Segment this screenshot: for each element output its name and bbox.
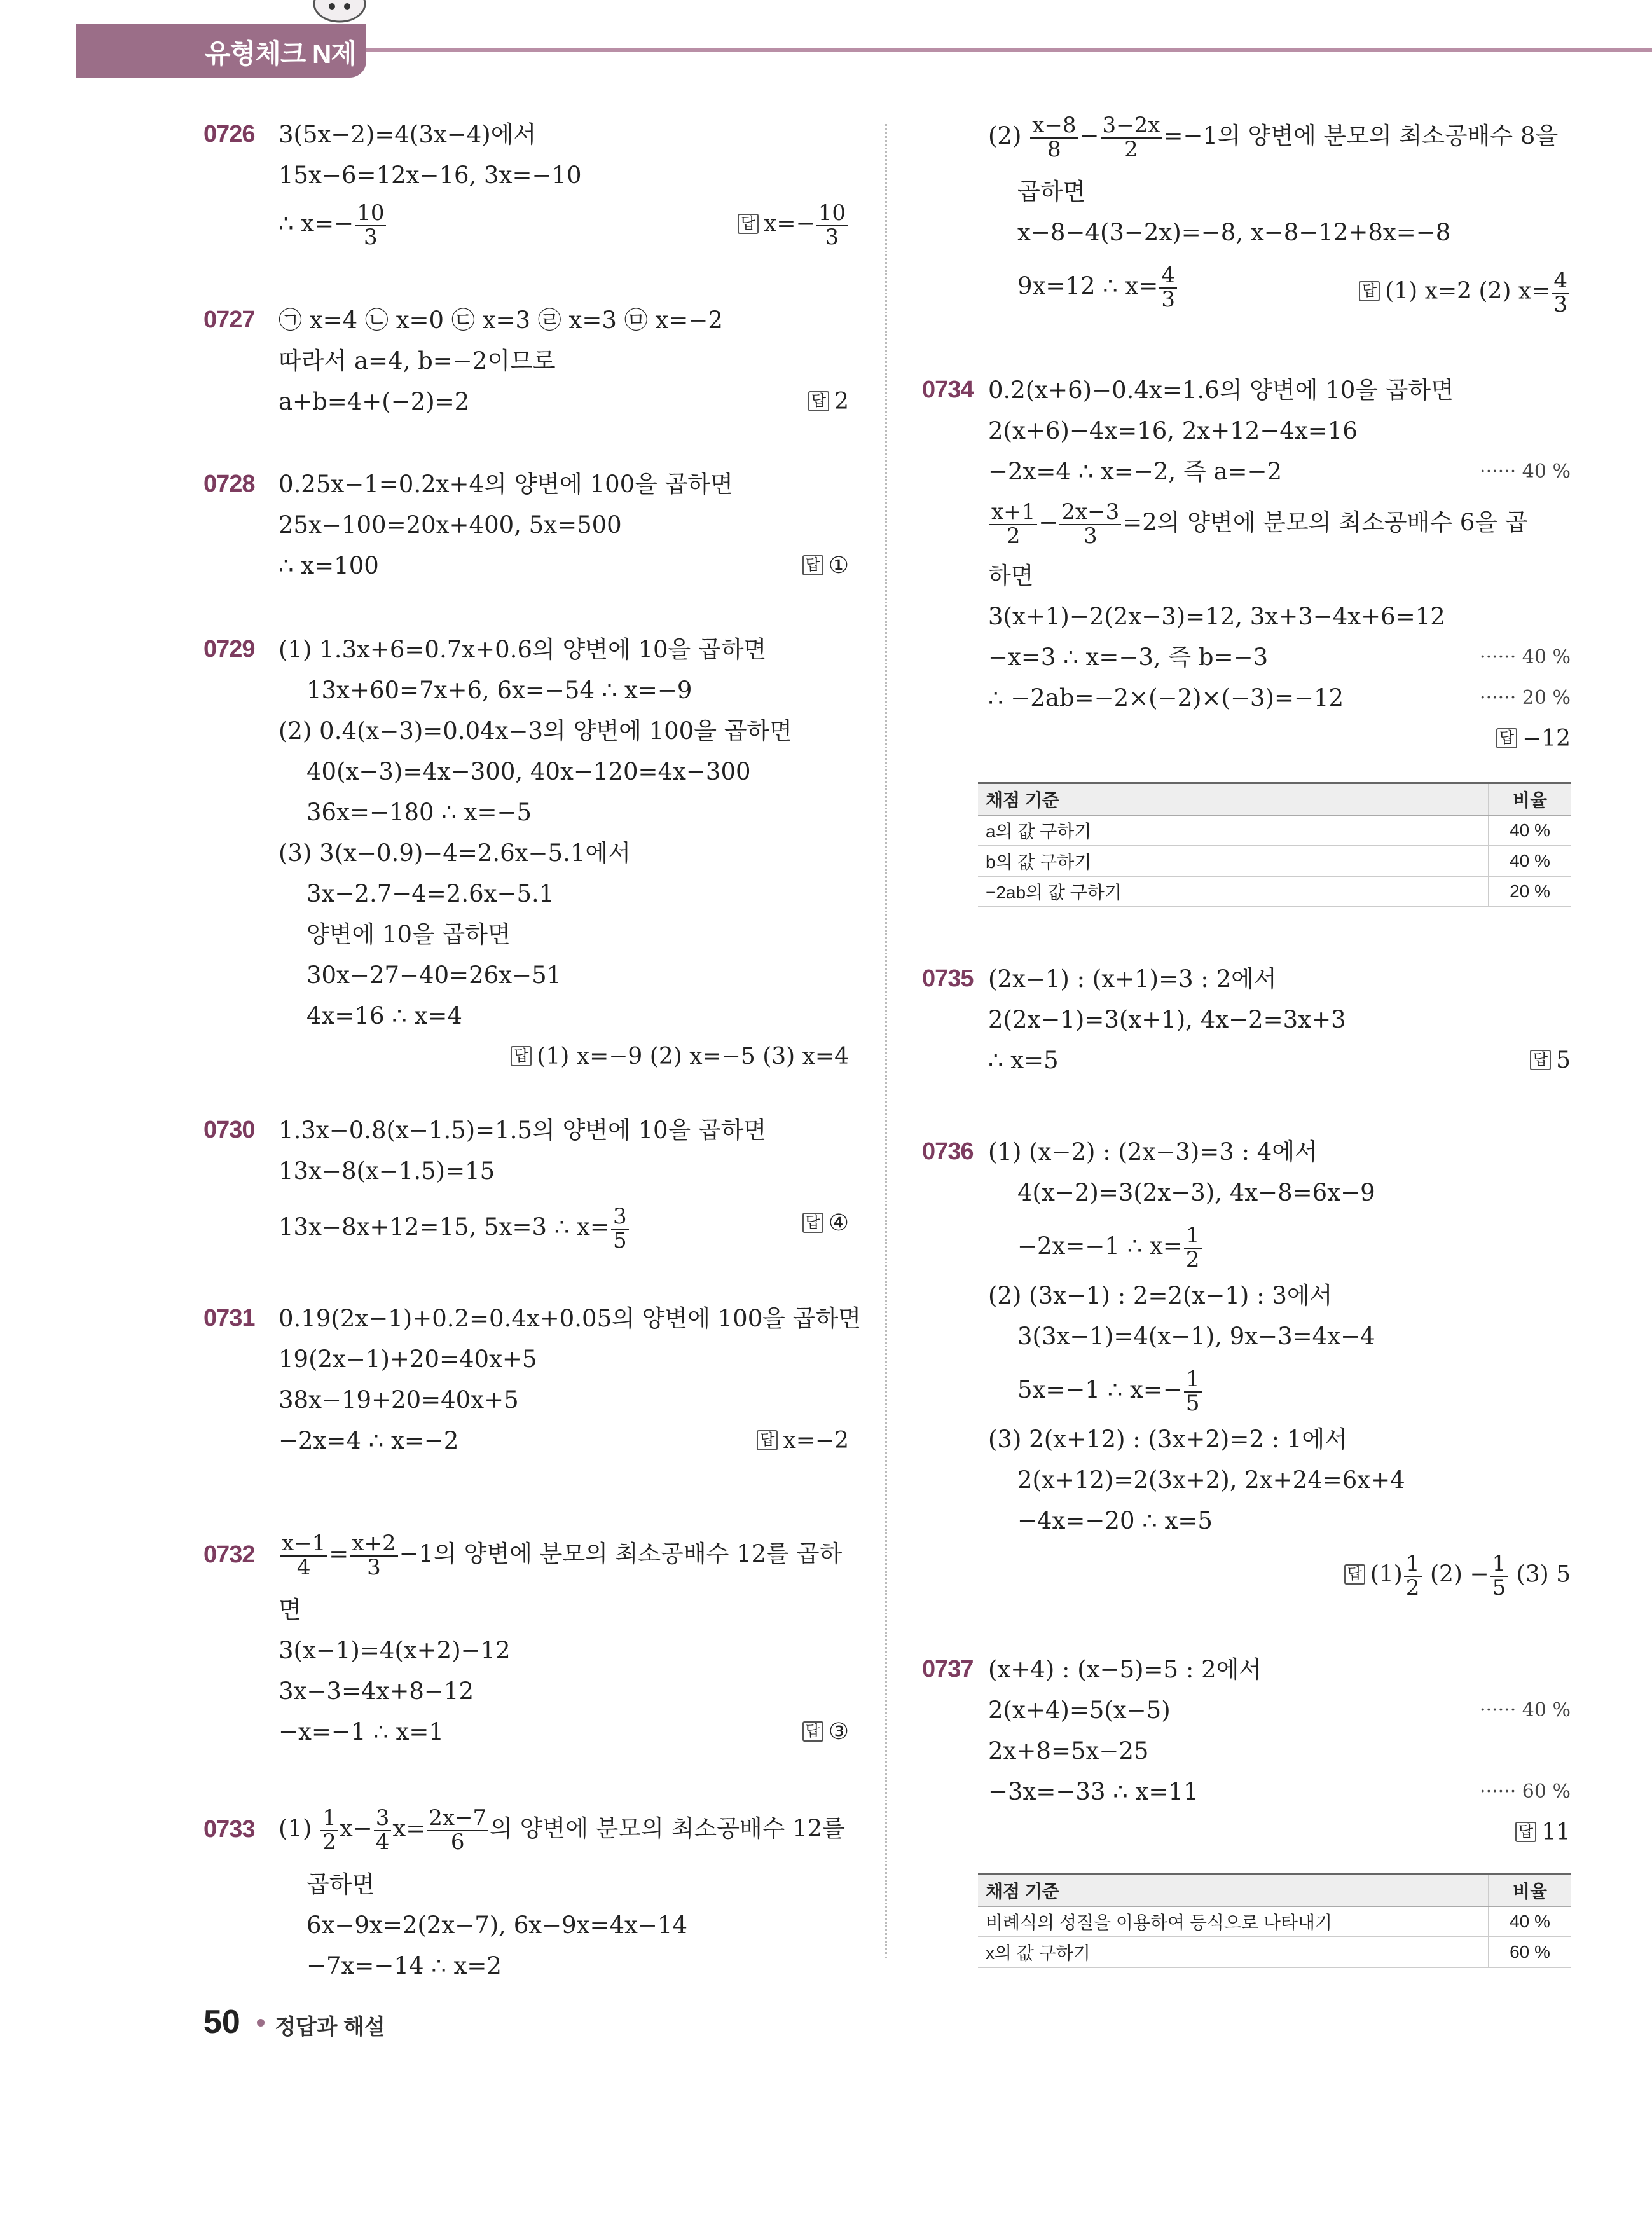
fraction: $\frac{x+2}{3}$ xyxy=(350,1532,397,1579)
table-row xyxy=(978,815,1571,846)
problem-number: 0728 xyxy=(203,471,255,497)
solution-line: 19(2x−1)+20=40x+5 xyxy=(279,1346,537,1373)
solution-line: (2) (3x−1) : 2=2(x−1) : 3에서 xyxy=(988,1282,1333,1309)
answer-mark: 답 xyxy=(802,1721,823,1742)
table-row xyxy=(978,846,1571,876)
table-row xyxy=(978,1937,1571,1967)
answer-mark: 답 xyxy=(1359,281,1380,301)
answer-mark: 답 xyxy=(1515,1822,1536,1842)
fraction: $\frac{2x-3}{3}$ xyxy=(1059,501,1121,547)
fraction: $\frac{3-2x}{2}$ xyxy=(1101,114,1162,161)
criteria-header: 채점 기준 xyxy=(978,783,1489,816)
solution-line: −3x=−33 ∴ x=11 xyxy=(988,1778,1199,1805)
answer-mark: 답 xyxy=(1496,728,1517,748)
answer-mark: 답 xyxy=(802,1213,823,1233)
solution-line: 15x−6=12x−16, 3x=−10 xyxy=(279,162,582,189)
answer: 답 x=− $\frac{10}{3}$ xyxy=(738,202,849,249)
solution-line: ∴ −2ab=−2×(−2)×(−3)=−12 xyxy=(988,684,1344,712)
fraction: $\frac{4}{3}$ xyxy=(1552,270,1569,316)
criteria-cell: x의 값 구하기 xyxy=(978,1937,1489,1967)
answer-mark: 답 xyxy=(757,1430,778,1450)
solution-line: 양변에 10을 곱하면 xyxy=(306,921,511,948)
solution-line: 4(x−2)=3(2x−3), 4x−8=6x−9 xyxy=(1017,1179,1375,1206)
solution-line: 하면 xyxy=(988,562,1034,589)
solution-line: 0.2(x+6)−0.4x=1.6의 양변에 10을 곱하면 xyxy=(988,376,1454,404)
criteria-cell: −2ab의 값 구하기 xyxy=(978,876,1489,907)
table-header-row xyxy=(978,783,1571,816)
fraction: $\frac{10}{3}$ xyxy=(355,202,386,249)
criteria-cell: 비례식의 성질을 이용하여 등식으로 나타내기 xyxy=(978,1906,1489,1937)
problem-number: 0729 xyxy=(203,636,255,663)
solution-line: 3(3x−1)=4(x−1), 9x−3=4x−4 xyxy=(1017,1323,1375,1350)
solution-line: a+b=4+(−2)=2 xyxy=(279,388,470,415)
solution-line: 3(x+1)−2(2x−3)=12, 3x+3−4x+6=12 xyxy=(988,603,1445,630)
fraction: $\frac{10}{3}$ xyxy=(816,202,848,249)
solution-line: 13x−8(x−1.5)=15 xyxy=(279,1157,495,1185)
fraction: $\frac{4}{3}$ xyxy=(1159,265,1177,311)
page-section-title: 정답과 해설 xyxy=(275,2015,385,2039)
fraction: $\frac{1}{5}$ xyxy=(1490,1553,1508,1599)
solution-line: 곱하면 xyxy=(306,1871,375,1898)
mascot-icon xyxy=(306,0,370,32)
answer: 답 (1) $\frac{1}{2}$ (2) − $\frac{1}{5}$ (3) 5 xyxy=(1344,1553,1571,1599)
solution-line: −2x=4 ∴ x=−2 xyxy=(279,1427,459,1454)
ratio-cell: 40 % xyxy=(1489,815,1571,846)
solution-line: (1) $\frac{1}{2}$ x− $\frac{3}{4}$ x= $\frac{2x-7}{6}$ 의 양변에 분모의 최소공배수 12를 xyxy=(279,1805,845,1855)
table-row xyxy=(978,876,1571,907)
header-rule xyxy=(356,48,1652,52)
solution-line: 0.19(2x−1)+0.2=0.4x+0.05의 양변에 100을 곱하면 xyxy=(279,1305,861,1332)
answer-mark: 답 xyxy=(1530,1050,1551,1070)
solution-line: −x=−1 ∴ x=1 xyxy=(279,1718,444,1745)
problem-number: 0736 xyxy=(922,1138,974,1165)
fraction: $\frac{2x-7}{6}$ xyxy=(427,1807,488,1854)
solution-line: 25x−100=20x+400, 5x=500 xyxy=(279,511,622,539)
criteria-cell: a의 값 구하기 xyxy=(978,815,1489,846)
answer-mark: 답 xyxy=(802,555,823,575)
ratio-header: 비율 xyxy=(1489,783,1571,816)
solution-line: ∴ x=− $\frac{10}{3}$ xyxy=(279,202,387,249)
answer: 답 ④ xyxy=(802,1209,849,1237)
solution-line: 2x+8=5x−25 xyxy=(988,1737,1149,1765)
scoring-table xyxy=(978,1873,1571,1968)
score-mark: ······ 40 % xyxy=(1480,646,1571,668)
column-divider xyxy=(885,124,887,1958)
solution-line: 13x−8x+12=15, 5x=3 ∴ x= $\frac{3}{5}$ xyxy=(279,1206,630,1252)
answer: 답 −12 xyxy=(1496,725,1571,753)
solution-line: (2) $\frac{x-8}{8}$ − $\frac{3-2x}{2}$ =−1의 양변에 분모의 최소공배수 8을 xyxy=(988,113,1559,162)
solution-line: $\frac{x+1}{2}$ − $\frac{2x-3}{3}$ =2의 양변에 분모의 최소공배수 6을 곱 xyxy=(988,501,1528,547)
answer-mark: 답 xyxy=(808,391,829,411)
page-number: 50 xyxy=(203,2004,240,2041)
solution-line: (1) (x−2) : (2x−3)=3 : 4에서 xyxy=(988,1138,1318,1166)
solution-line: 2(2x−1)=3(x+1), 4x−2=3x+3 xyxy=(988,1006,1346,1033)
fraction: $\frac{x-8}{8}$ xyxy=(1030,114,1078,161)
problem-number: 0734 xyxy=(922,376,974,403)
solution-line: ∴ x=100 xyxy=(279,552,379,579)
solution-line: 곱하면 xyxy=(1017,178,1086,205)
problem-number: 0735 xyxy=(922,965,974,992)
answer: 답 5 xyxy=(1530,1047,1571,1075)
table-header-row xyxy=(978,1875,1571,1907)
scoring-table xyxy=(978,782,1571,907)
ratio-cell: 40 % xyxy=(1489,1906,1571,1937)
solution-line: 2(x+4)=5(x−5) xyxy=(988,1697,1171,1724)
fraction: $\frac{1}{2}$ xyxy=(320,1807,338,1854)
solution-line: 13x+60=7x+6, 6x=−54 ∴ x=−9 xyxy=(306,677,692,704)
fraction: $\frac{x+1}{2}$ xyxy=(989,501,1037,547)
solution-line: 2(x+12)=2(3x+2), 2x+24=6x+4 xyxy=(1017,1466,1405,1494)
solution-line: 3x−2.7−4=2.6x−5.1 xyxy=(306,880,554,907)
solution-line: 36x=−180 ∴ x=−5 xyxy=(306,799,532,826)
solution-line: (1) 1.3x+6=0.7x+0.6의 양변에 10을 곱하면 xyxy=(279,636,767,663)
solution-line: 40(x−3)=4x−300, 40x−120=4x−300 xyxy=(306,758,751,785)
solution-line: 3x−3=4x+8−12 xyxy=(279,1677,474,1705)
ratio-header: 비율 xyxy=(1489,1875,1571,1907)
problem-number: 0727 xyxy=(203,306,255,333)
answer: 답 ① xyxy=(802,552,849,580)
score-mark: ······ 20 % xyxy=(1480,687,1571,709)
solution-line: −2x=−1 ∴ x= $\frac{1}{2}$ xyxy=(1017,1225,1203,1271)
problem-number: 0733 xyxy=(203,1816,255,1843)
solution-line: (3) 2(x+12) : (3x+2)=2 : 1에서 xyxy=(988,1426,1347,1453)
solution-line: (2) 0.4(x−3)=0.04x−3의 양변에 100을 곱하면 xyxy=(279,717,792,745)
solution-line: −x=3 ∴ x=−3, 즉 b=−3 xyxy=(988,644,1269,671)
score-mark: ······ 40 % xyxy=(1480,1699,1571,1721)
ratio-cell: 40 % xyxy=(1489,846,1571,876)
solution-line: 3(x−1)=4(x+2)−12 xyxy=(279,1637,511,1664)
solution-line: 3(5x−2)=4(3x−4)에서 xyxy=(279,121,537,148)
solution-line: 38x−19+20=40x+5 xyxy=(279,1386,519,1414)
answer: 답 (1) x=−9 (2) x=−5 (3) x=4 xyxy=(511,1043,849,1071)
solution-line: $\frac{x-1}{4}$ = $\frac{x+2}{3}$ −1의 양변에 분모의 최소공배수 12를 곱하 xyxy=(279,1532,842,1579)
solution-line: 따라서 a=4, b=−2이므로 xyxy=(279,347,556,375)
table-row xyxy=(978,1906,1571,1937)
solution-line: 6x−9x=2(2x−7), 6x−9x=4x−14 xyxy=(306,1911,688,1939)
answer-mark: 답 xyxy=(1344,1564,1365,1585)
solution-line: 9x=12 ∴ x= $\frac{4}{3}$ xyxy=(1017,265,1178,311)
solution-line: (3) 3(x−0.9)−4=2.6x−5.1에서 xyxy=(279,839,631,867)
solution-line: ∴ x=5 xyxy=(988,1047,1059,1074)
fraction: $\frac{1}{2}$ xyxy=(1404,1553,1422,1599)
problem-number: 0726 xyxy=(203,121,255,148)
fraction: $\frac{x-1}{4}$ xyxy=(280,1532,327,1579)
bullet-icon xyxy=(257,2019,265,2027)
problem-number: 0737 xyxy=(922,1656,974,1683)
answer: 답 2 xyxy=(808,388,849,416)
solution-line: 5x=−1 ∴ x=− $\frac{1}{5}$ xyxy=(1017,1368,1203,1415)
problem-number: 0731 xyxy=(203,1305,255,1332)
solution-line: 면 xyxy=(279,1596,301,1623)
problem-number: 0730 xyxy=(203,1117,255,1143)
answer-mark: 답 xyxy=(511,1046,532,1066)
fraction: $\frac{3}{4}$ xyxy=(374,1807,392,1854)
criteria-header: 채점 기준 xyxy=(978,1875,1489,1907)
solution-line: (2x−1) : (x+1)=3 : 2에서 xyxy=(988,965,1277,993)
fraction: $\frac{1}{5}$ xyxy=(1184,1368,1202,1415)
answer: 답 ③ xyxy=(802,1718,849,1746)
answer: 답 x=−2 xyxy=(757,1427,849,1455)
solution-line: −7x=−14 ∴ x=2 xyxy=(306,1952,502,1979)
ratio-cell: 60 % xyxy=(1489,1937,1571,1967)
solution-line: 30x−27−40=26x−51 xyxy=(306,961,562,989)
score-mark: ······ 60 % xyxy=(1480,1780,1571,1803)
answer: 답 11 xyxy=(1515,1819,1571,1847)
problem-number: 0732 xyxy=(203,1541,255,1568)
header-title: 유형체크 N제 xyxy=(205,39,356,69)
solution-line: −4x=−20 ∴ x=5 xyxy=(1017,1507,1213,1534)
ratio-cell: 20 % xyxy=(1489,876,1571,907)
solution-line: 0.25x−1=0.2x+4의 양변에 100을 곱하면 xyxy=(279,471,733,498)
answer-mark: 답 xyxy=(738,214,759,234)
solution-line: ㉠ x=4 ㉡ x=0 ㉢ x=3 ㉣ x=3 ㉤ x=−2 xyxy=(279,306,723,334)
solution-line: x−8−4(3−2x)=−8, x−8−12+8x=−8 xyxy=(1017,219,1451,246)
solution-line: 1.3x−0.8(x−1.5)=1.5의 양변에 10을 곱하면 xyxy=(279,1117,767,1144)
fraction: $\frac{3}{5}$ xyxy=(611,1206,629,1252)
solution-line: 4x=16 ∴ x=4 xyxy=(306,1002,462,1029)
solution-line: 2(x+6)−4x=16, 2x+12−4x=16 xyxy=(988,417,1358,444)
solution-line: −2x=4 ∴ x=−2, 즉 a=−2 xyxy=(988,458,1283,485)
score-mark: ······ 40 % xyxy=(1480,460,1571,483)
solution-line: (x+4) : (x−5)=5 : 2에서 xyxy=(988,1656,1262,1683)
fraction: $\frac{1}{2}$ xyxy=(1184,1225,1202,1271)
criteria-cell: b의 값 구하기 xyxy=(978,846,1489,876)
answer: 답 (1) x=2 (2) x= $\frac{4}{3}$ xyxy=(1359,270,1571,316)
